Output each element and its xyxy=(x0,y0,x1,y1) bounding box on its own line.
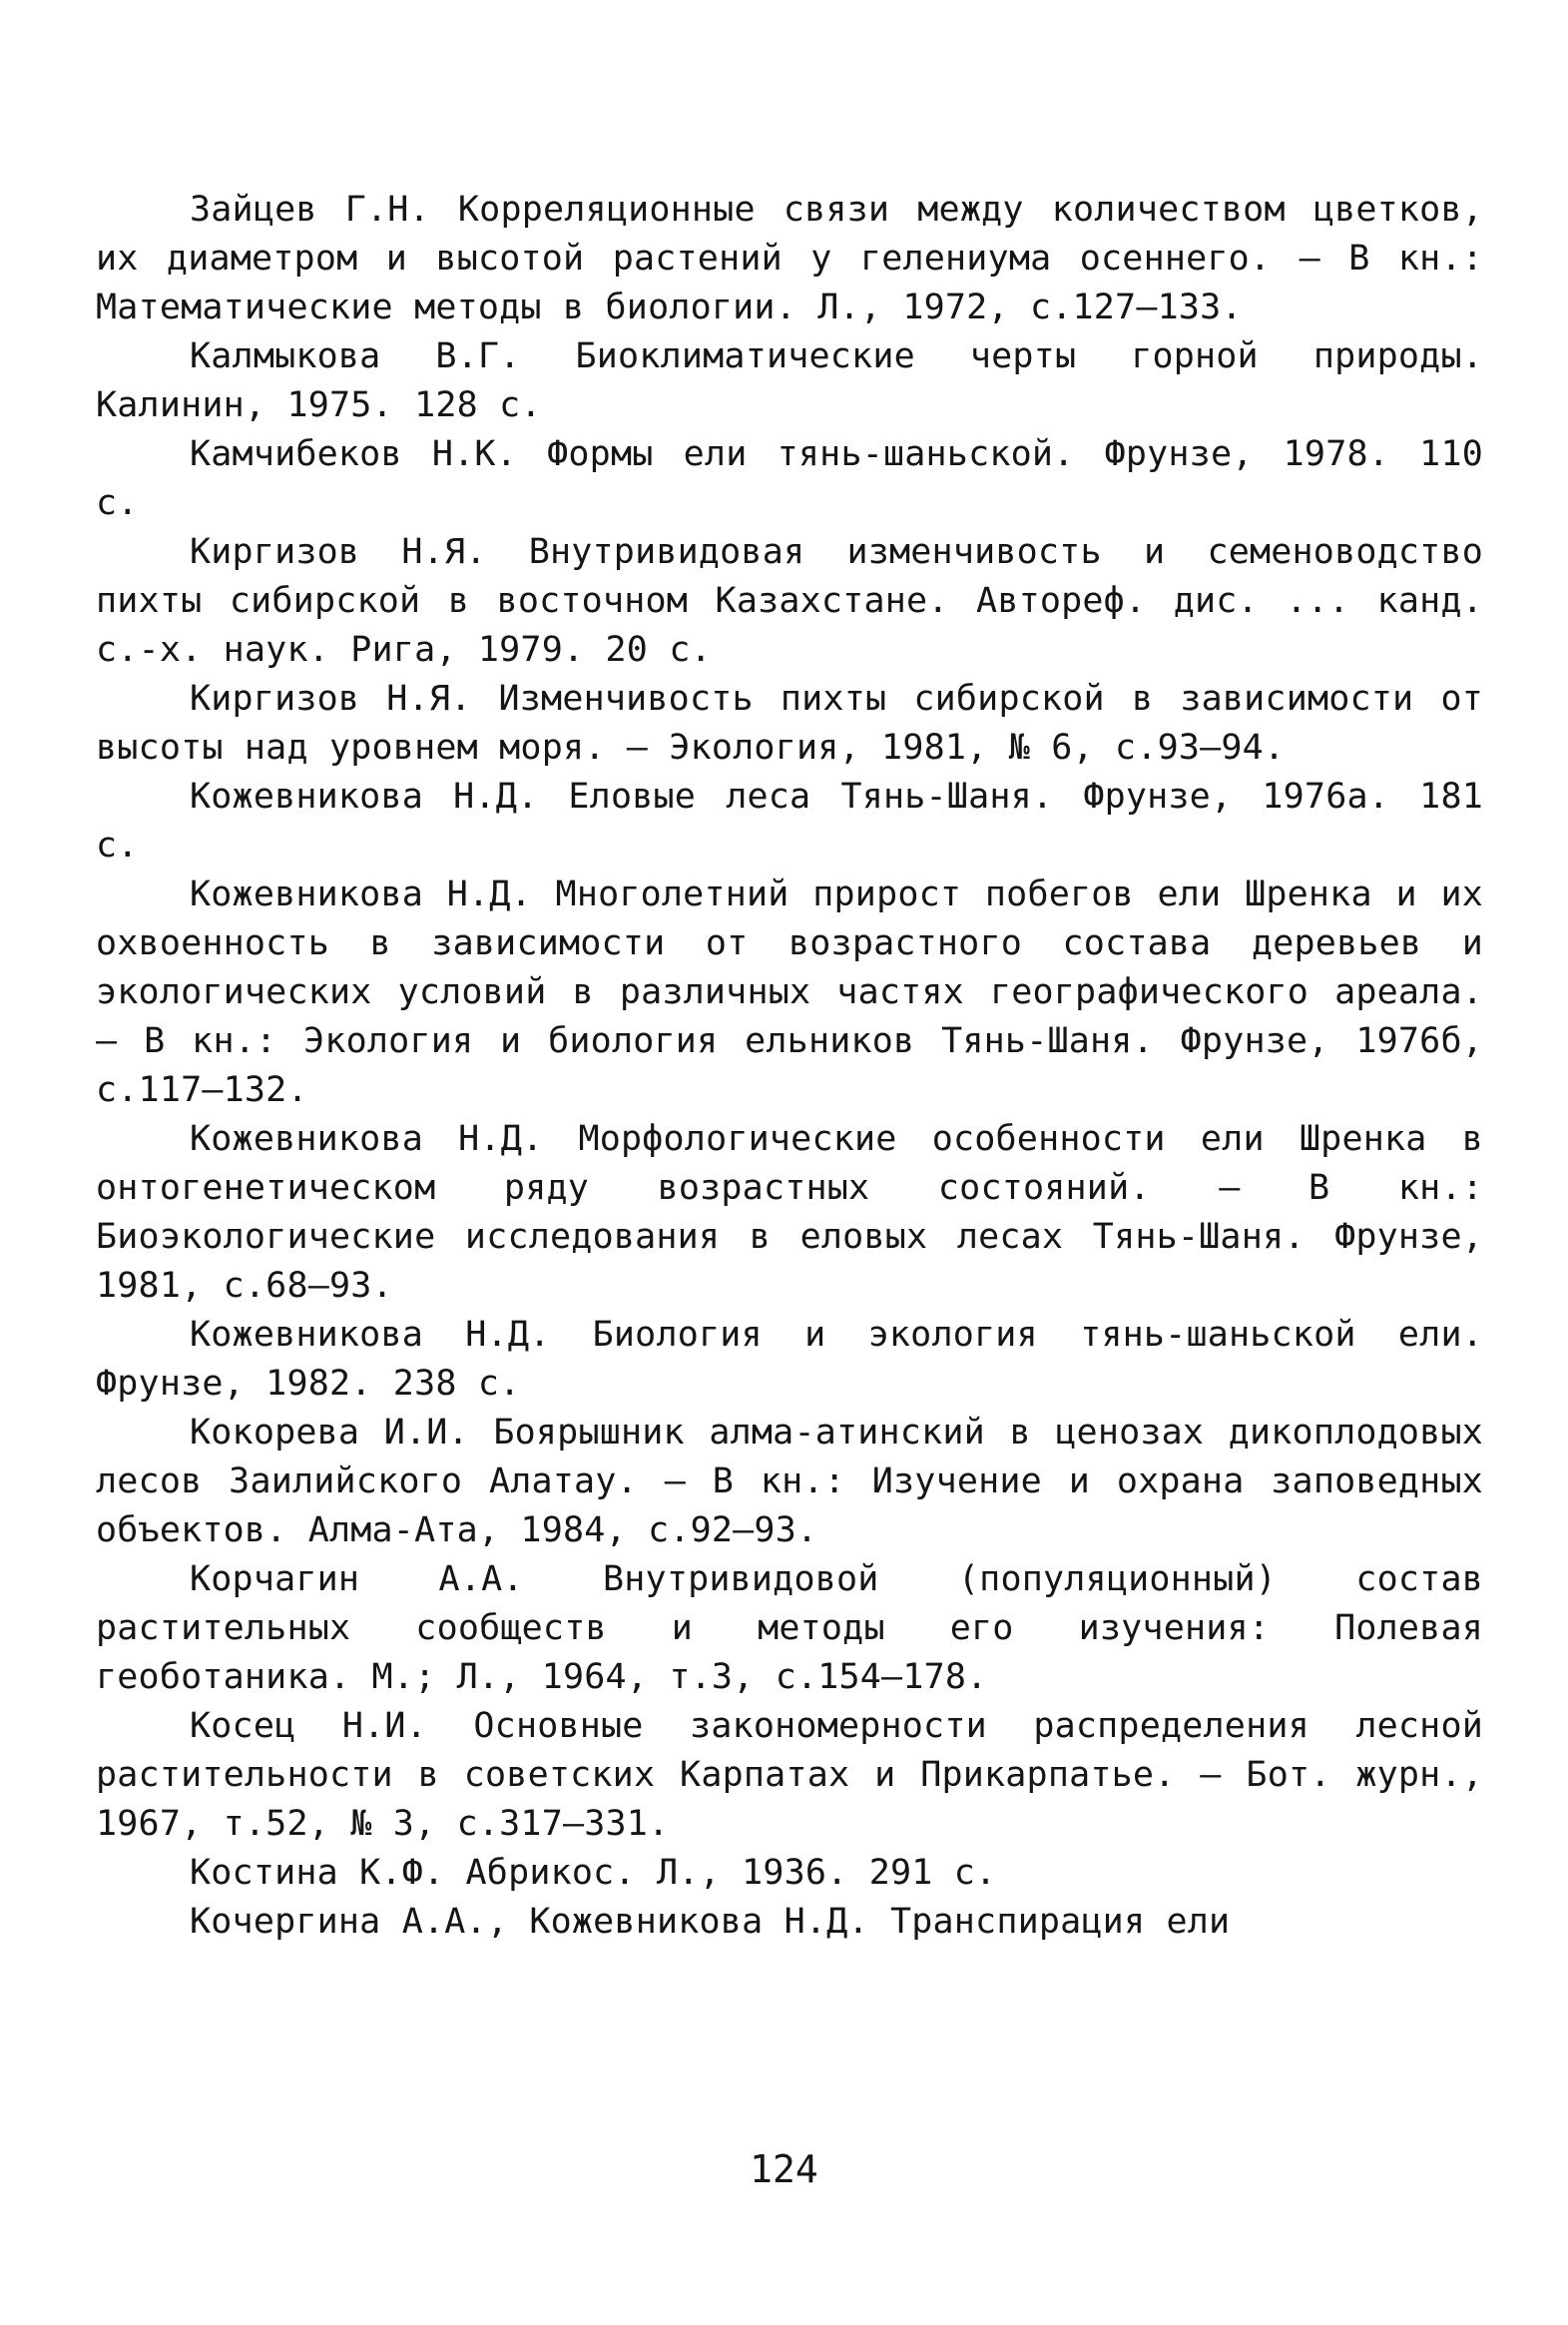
bibliography-entry: Кокорева И.И. Боярышник алма-атинский в ценозах дикоплодовых лесов Заилийского Алатау. – В кн.: Изучение и охрана заповедных объектов. Алма-Ата, 1984, с.92–93. xyxy=(96,1413,1483,1550)
bibliography-entry: Калмыкова В.Г. Биоклиматические черты горной природы. Калинин, 1975. 128 с. xyxy=(96,336,1483,425)
bibliography-entry: Кожевникова Н.Д. Морфологические особенности ели Шренка в онтогенетическом ряду возрастных состояний. – В кн.: Биоэкологические исследования в еловых лесах Тянь-Шаня. Фрунзе, 1981, с.68–93. xyxy=(96,1119,1483,1306)
bibliography-entry: Кожевникова Н.Д. Биология и экология тянь-шаньской ели. Фрунзе, 1982. 238 с. xyxy=(96,1315,1483,1404)
bibliography-entry: Кожевникова Н.Д. Многолетний прирост побегов ели Шренка и их охвоенность в зависимости от возрастного состава деревьев и экологических условий в различных частях географического ареала. – В кн.: Экология и биология ельников Тянь-Шаня. Фрунзе, 1976б, с.117–132. xyxy=(96,874,1483,1110)
bibliography-entry: Киргизов Н.Я. Внутривидовая изменчивость и семеноводство пихты сибирской в восточном Казахстане. Автореф. дис. ... канд. с.-х. наук. Рига, 1979. 20 с. xyxy=(96,532,1483,670)
bibliography-entry: Кожевникова Н.Д. Еловые леса Тянь-Шаня. Фрунзе, 1976а. 181 с. xyxy=(96,777,1483,866)
bibliography-entry: Киргизов Н.Я. Изменчивость пихты сибирской в зависимости от высоты над уровнем моря. – Экология, 1981, № 6, с.93–94. xyxy=(96,679,1483,768)
bibliography-entry: Зайцев Г.Н. Корреляционные связи между количеством цветков, их диаметром и высотой растений у гелениума осеннего. – В кн.: Математические методы в биологии. Л., 1972, с.127–133. xyxy=(96,190,1483,327)
bibliography-entry: Косец Н.И. Основные закономерности распределения лесной растительности в советских Карпатах и Прикарпатье. – Бот. журн., 1967, т.52, № 3, с.317–331. xyxy=(96,1706,1483,1844)
bibliography-entry: Кочергина А.А., Кожевникова Н.Д. Транспирация ели xyxy=(190,1902,1231,1942)
bibliography-list xyxy=(96,186,1483,1947)
bibliography-entry: Костина К.Ф. Абрикос. Л., 1936. 291 с. xyxy=(190,1853,997,1893)
bibliography-entry: Камчибеков Н.К. Формы ели тянь-шаньской. Фрунзе, 1978. 110 с. xyxy=(96,434,1483,523)
bibliography-entry: Корчагин А.А. Внутривидовой (популяционный) состав растительных сообществ и методы его изучения: Полевая геоботаника. М.; Л., 1964, т.3, с.154–178. xyxy=(96,1559,1483,1697)
page-number: 124 xyxy=(750,2147,818,2191)
